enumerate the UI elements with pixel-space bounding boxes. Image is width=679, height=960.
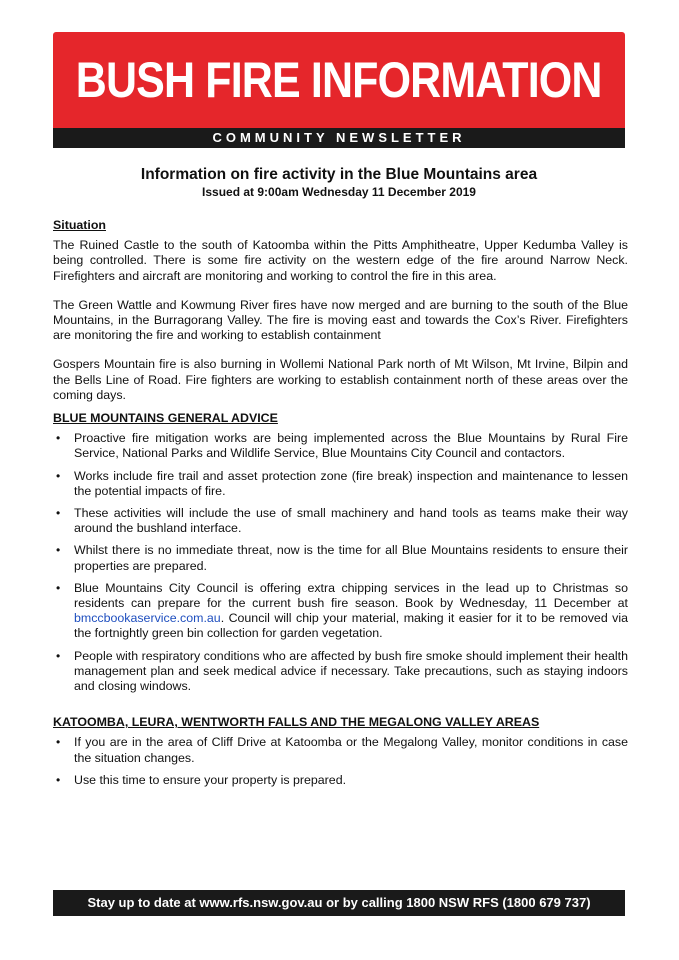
section-spacer — [53, 701, 628, 715]
page-headline: Information on fire activity in the Blue Mountains area — [140, 166, 538, 183]
list-item-text: Whilst there is no immediate threat, now is the time for all Blue Mountains residents to ensure their properties are prepared. — [74, 543, 628, 573]
list-item — [53, 469, 628, 499]
bullet-icon: • — [56, 772, 61, 787]
newsletter-subtitle-bar: COMMUNITY NEWSLETTER — [53, 128, 625, 148]
list-item — [53, 735, 628, 765]
bullet-icon: • — [56, 735, 61, 750]
bullet-icon: • — [56, 468, 61, 483]
footer-contact-bar: Stay up to date at www.rfs.nsw.gov.au or by calling 1800 NSW RFS (1800 679 737) — [53, 890, 625, 916]
bullet-icon: • — [56, 648, 61, 663]
booking-link[interactable]: bmccbookaservice.com.au — [74, 611, 221, 626]
list-item-text: Works include fire trail and asset protection zone (fire break) inspection and maintenance to lessen the potential impacts of fire. — [74, 468, 628, 498]
situation-paragraph-3: Gospers Mountain fire is also burning in Wollemi National Park north of Mt Wilson, Mt Irvine, Bilpin and the Bells Line of Road. Fire fighters are working to establish containment north of these areas over the coming days. — [53, 357, 628, 402]
chipping-text-after: . Council will chip your material, making it easier for it to be removed via the fortnightly green bin collection for garden vegetation. — [74, 611, 628, 641]
bullet-icon: • — [56, 543, 61, 558]
bullet-icon: • — [56, 580, 61, 595]
header-banner — [53, 32, 625, 128]
list-item-text: If you are in the area of Cliff Drive at Katoomba or the Megalong Valley, monitor conditions in case the situation changes. — [74, 735, 628, 765]
general-advice-heading: BLUE MOUNTAINS GENERAL ADVICE — [53, 411, 278, 426]
katoomba-heading: KATOOMBA, LEURA, WENTWORTH FALLS AND THE MEGALONG VALLEY AREAS — [53, 715, 540, 730]
bullet-icon: • — [56, 506, 61, 521]
list-item-text: Proactive fire mitigation works are being implemented across the Blue Mountains by Rural Fire Service, National Parks and Wildlife Service, Blue Mountains City Council and contactors. — [74, 431, 628, 461]
list-item — [53, 773, 628, 788]
list-item — [53, 431, 628, 461]
list-item-text: People with respiratory conditions who are affected by bush fire smoke should implement their health management plan and seek medical advice if necessary. Take precautions, such as staying indoors and closing windows. — [74, 648, 628, 694]
issued-timestamp: Issued at 9:00am Wednesday 11 December 2019 — [202, 185, 476, 199]
list-item-text: These activities will include the use of small machinery and hand tools as teams make their way around the bushland interface. — [74, 506, 628, 536]
chipping-text-before: Blue Mountains City Council is offering extra chipping services in the lead up to Christmas so residents can prepare for the current bush fire season. Book by Wednesday, 11 December at — [74, 580, 628, 611]
main-content — [53, 218, 628, 795]
list-item — [53, 543, 628, 573]
katoomba-list — [53, 735, 628, 788]
list-item — [53, 506, 628, 536]
general-advice-list — [53, 431, 628, 694]
list-item — [53, 581, 628, 642]
situation-heading: Situation — [53, 218, 106, 232]
list-item-text: Use this time to ensure your property is prepared. — [74, 772, 347, 787]
situation-paragraph-1: The Ruined Castle to the south of Katoomba within the Pitts Amphitheatre, Upper Kedumba Valley is being controlled. There is some fire activity on the western edge of the fire around Narrow Neck. Firefighters and aircraft are monitoring and working to control the fire in this area. — [53, 238, 628, 283]
situation-paragraph-2: The Green Wattle and Kowmung River fires have now merged and are burning to the south of the Blue Mountains, in the Burragorang Valley. The fire is moving east and towards the Cox’s River. Firefighters are monitoring the fire and working to establish containment — [53, 297, 628, 343]
bullet-icon: • — [56, 431, 61, 446]
list-item — [53, 649, 628, 695]
banner-title: BUSH FIRE INFORMATION — [76, 52, 602, 108]
